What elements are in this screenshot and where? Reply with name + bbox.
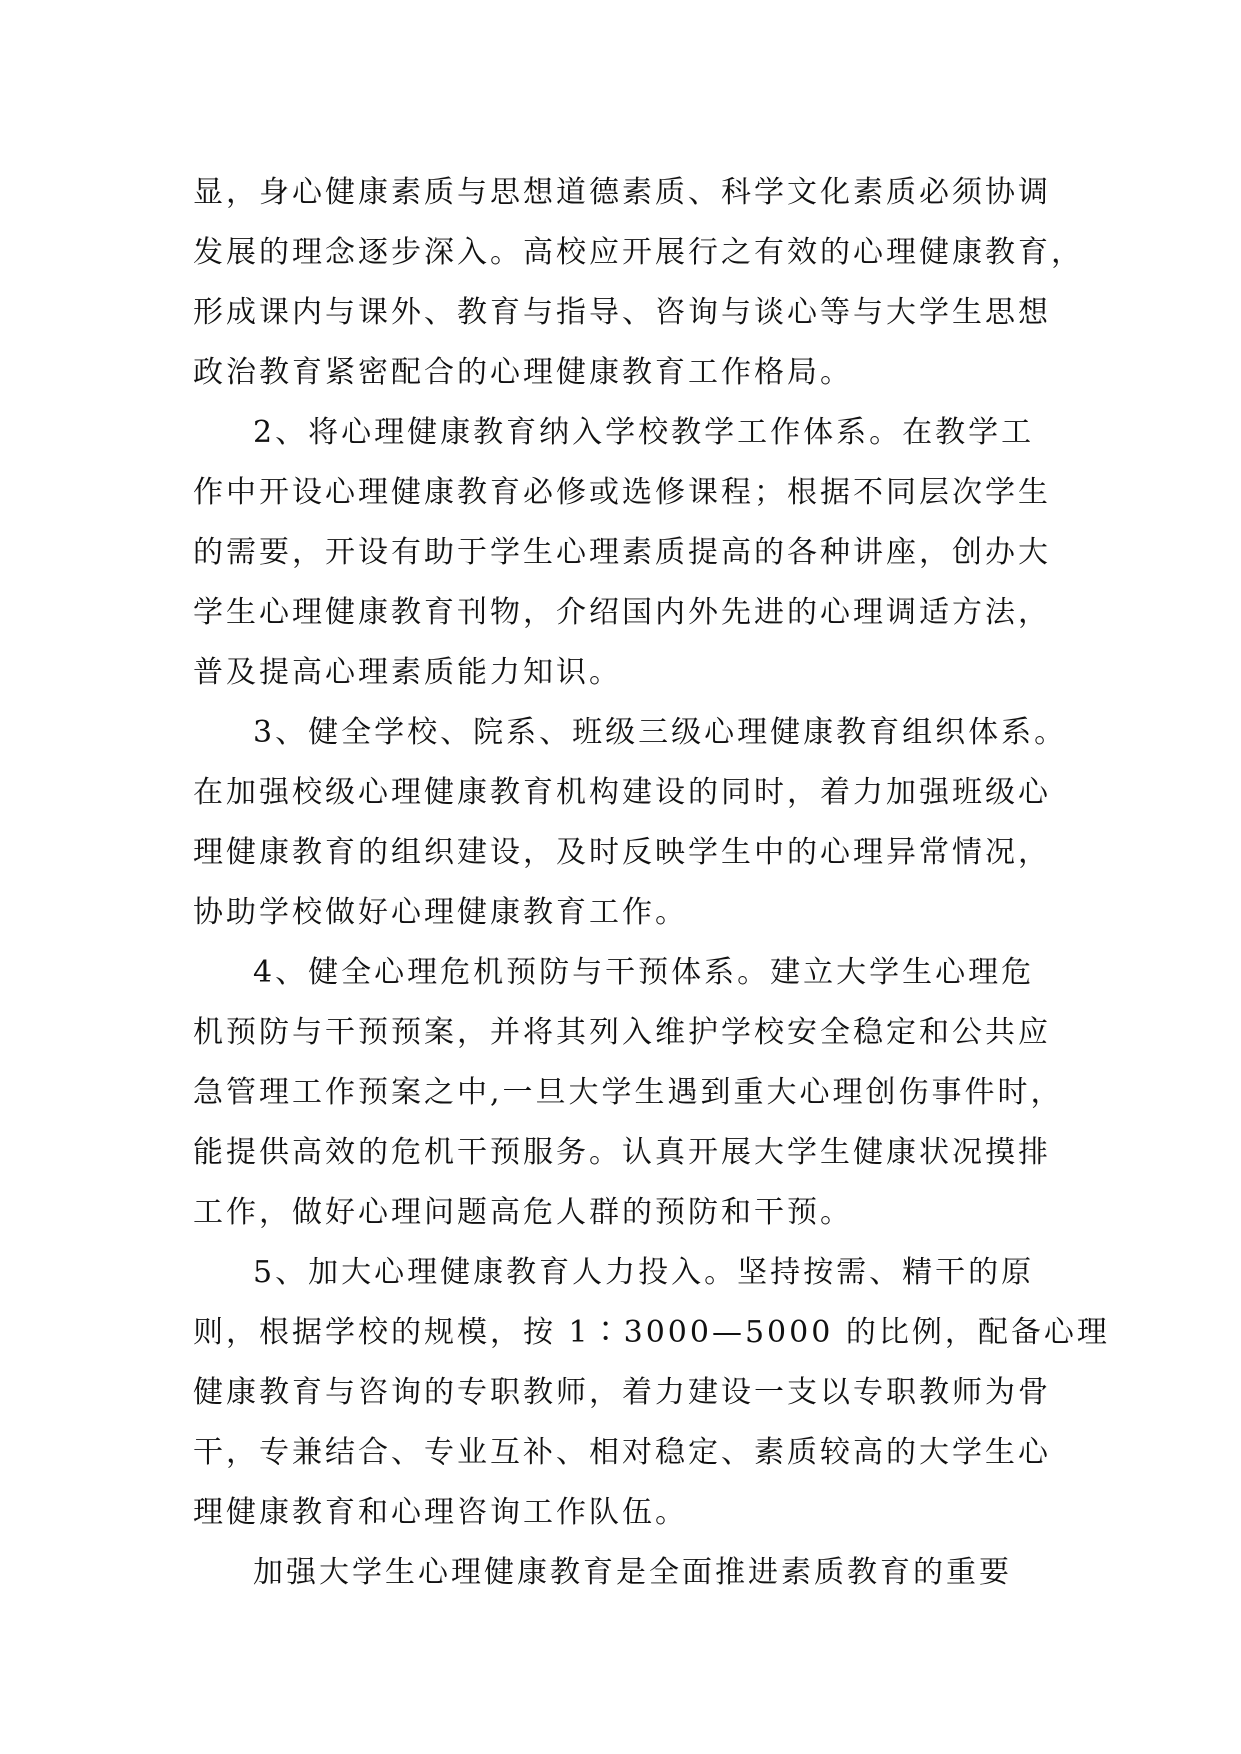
paragraph-start-line: 5、加大心理健康教育人力投入。坚持按需、精干的原 bbox=[253, 1255, 1035, 1290]
text-line: 能提供高效的危机干预服务。认真开展大学生健康状况摸排 bbox=[193, 1135, 1051, 1170]
text-line: 急管理工作预案之中,一旦大学生遇到重大心理创伤事件时， bbox=[193, 1075, 1064, 1110]
text-line: 理健康教育和心理咨询工作队伍。 bbox=[193, 1495, 688, 1530]
text-line: 工作，做好心理问题高危人群的预防和干预。 bbox=[193, 1195, 853, 1230]
paragraph-start-line: 3、健全学校、院系、班级三级心理健康教育组织体系。 bbox=[253, 715, 1068, 750]
text-line: 形成课内与课外、教育与指导、咨询与谈心等与大学生思想 bbox=[193, 295, 1051, 330]
text-line: 机预防与干预预案，并将其列入维护学校安全稳定和公共应 bbox=[193, 1015, 1051, 1050]
text-line: 发展的理念逐步深入。高校应开展行之有效的心理健康教育， bbox=[193, 235, 1084, 270]
text-line: 则，根据学校的规模，按 1∶3000—5000 的比例，配备心理 bbox=[193, 1315, 1110, 1350]
text-line: 协助学校做好心理健康教育工作。 bbox=[193, 895, 688, 930]
text-line: 在加强校级心理健康教育机构建设的同时，着力加强班级心 bbox=[193, 775, 1051, 810]
text-line: 政治教育紧密配合的心理健康教育工作格局。 bbox=[193, 355, 853, 390]
text-line: 干，专兼结合、专业互补、相对稳定、素质较高的大学生心 bbox=[193, 1435, 1051, 1470]
text-line: 健康教育与咨询的专职教师，着力建设一支以专职教师为骨 bbox=[193, 1375, 1051, 1410]
text-line: 学生心理健康教育刊物，介绍国内外先进的心理调适方法， bbox=[193, 595, 1051, 630]
paragraph-start-line: 4、健全心理危机预防与干预体系。建立大学生心理危 bbox=[253, 955, 1035, 990]
body-text bbox=[193, 163, 1110, 1603]
text-line: 显，身心健康素质与思想道德素质、科学文化素质必须协调 bbox=[193, 175, 1051, 210]
text-line: 的需要，开设有助于学生心理素质提高的各种讲座，创办大 bbox=[193, 535, 1051, 570]
paragraph-start-line: 加强大学生心理健康教育是全面推进素质教育的重要 bbox=[253, 1555, 1012, 1590]
text-line: 普及提高心理素质能力知识。 bbox=[193, 655, 622, 690]
text-line: 作中开设心理健康教育必修或选修课程；根据不同层次学生 bbox=[193, 475, 1051, 510]
paragraph-start-line: 2、将心理健康教育纳入学校教学工作体系。在教学工 bbox=[253, 415, 1035, 450]
text-line: 理健康教育的组织建设，及时反映学生中的心理异常情况， bbox=[193, 835, 1051, 870]
